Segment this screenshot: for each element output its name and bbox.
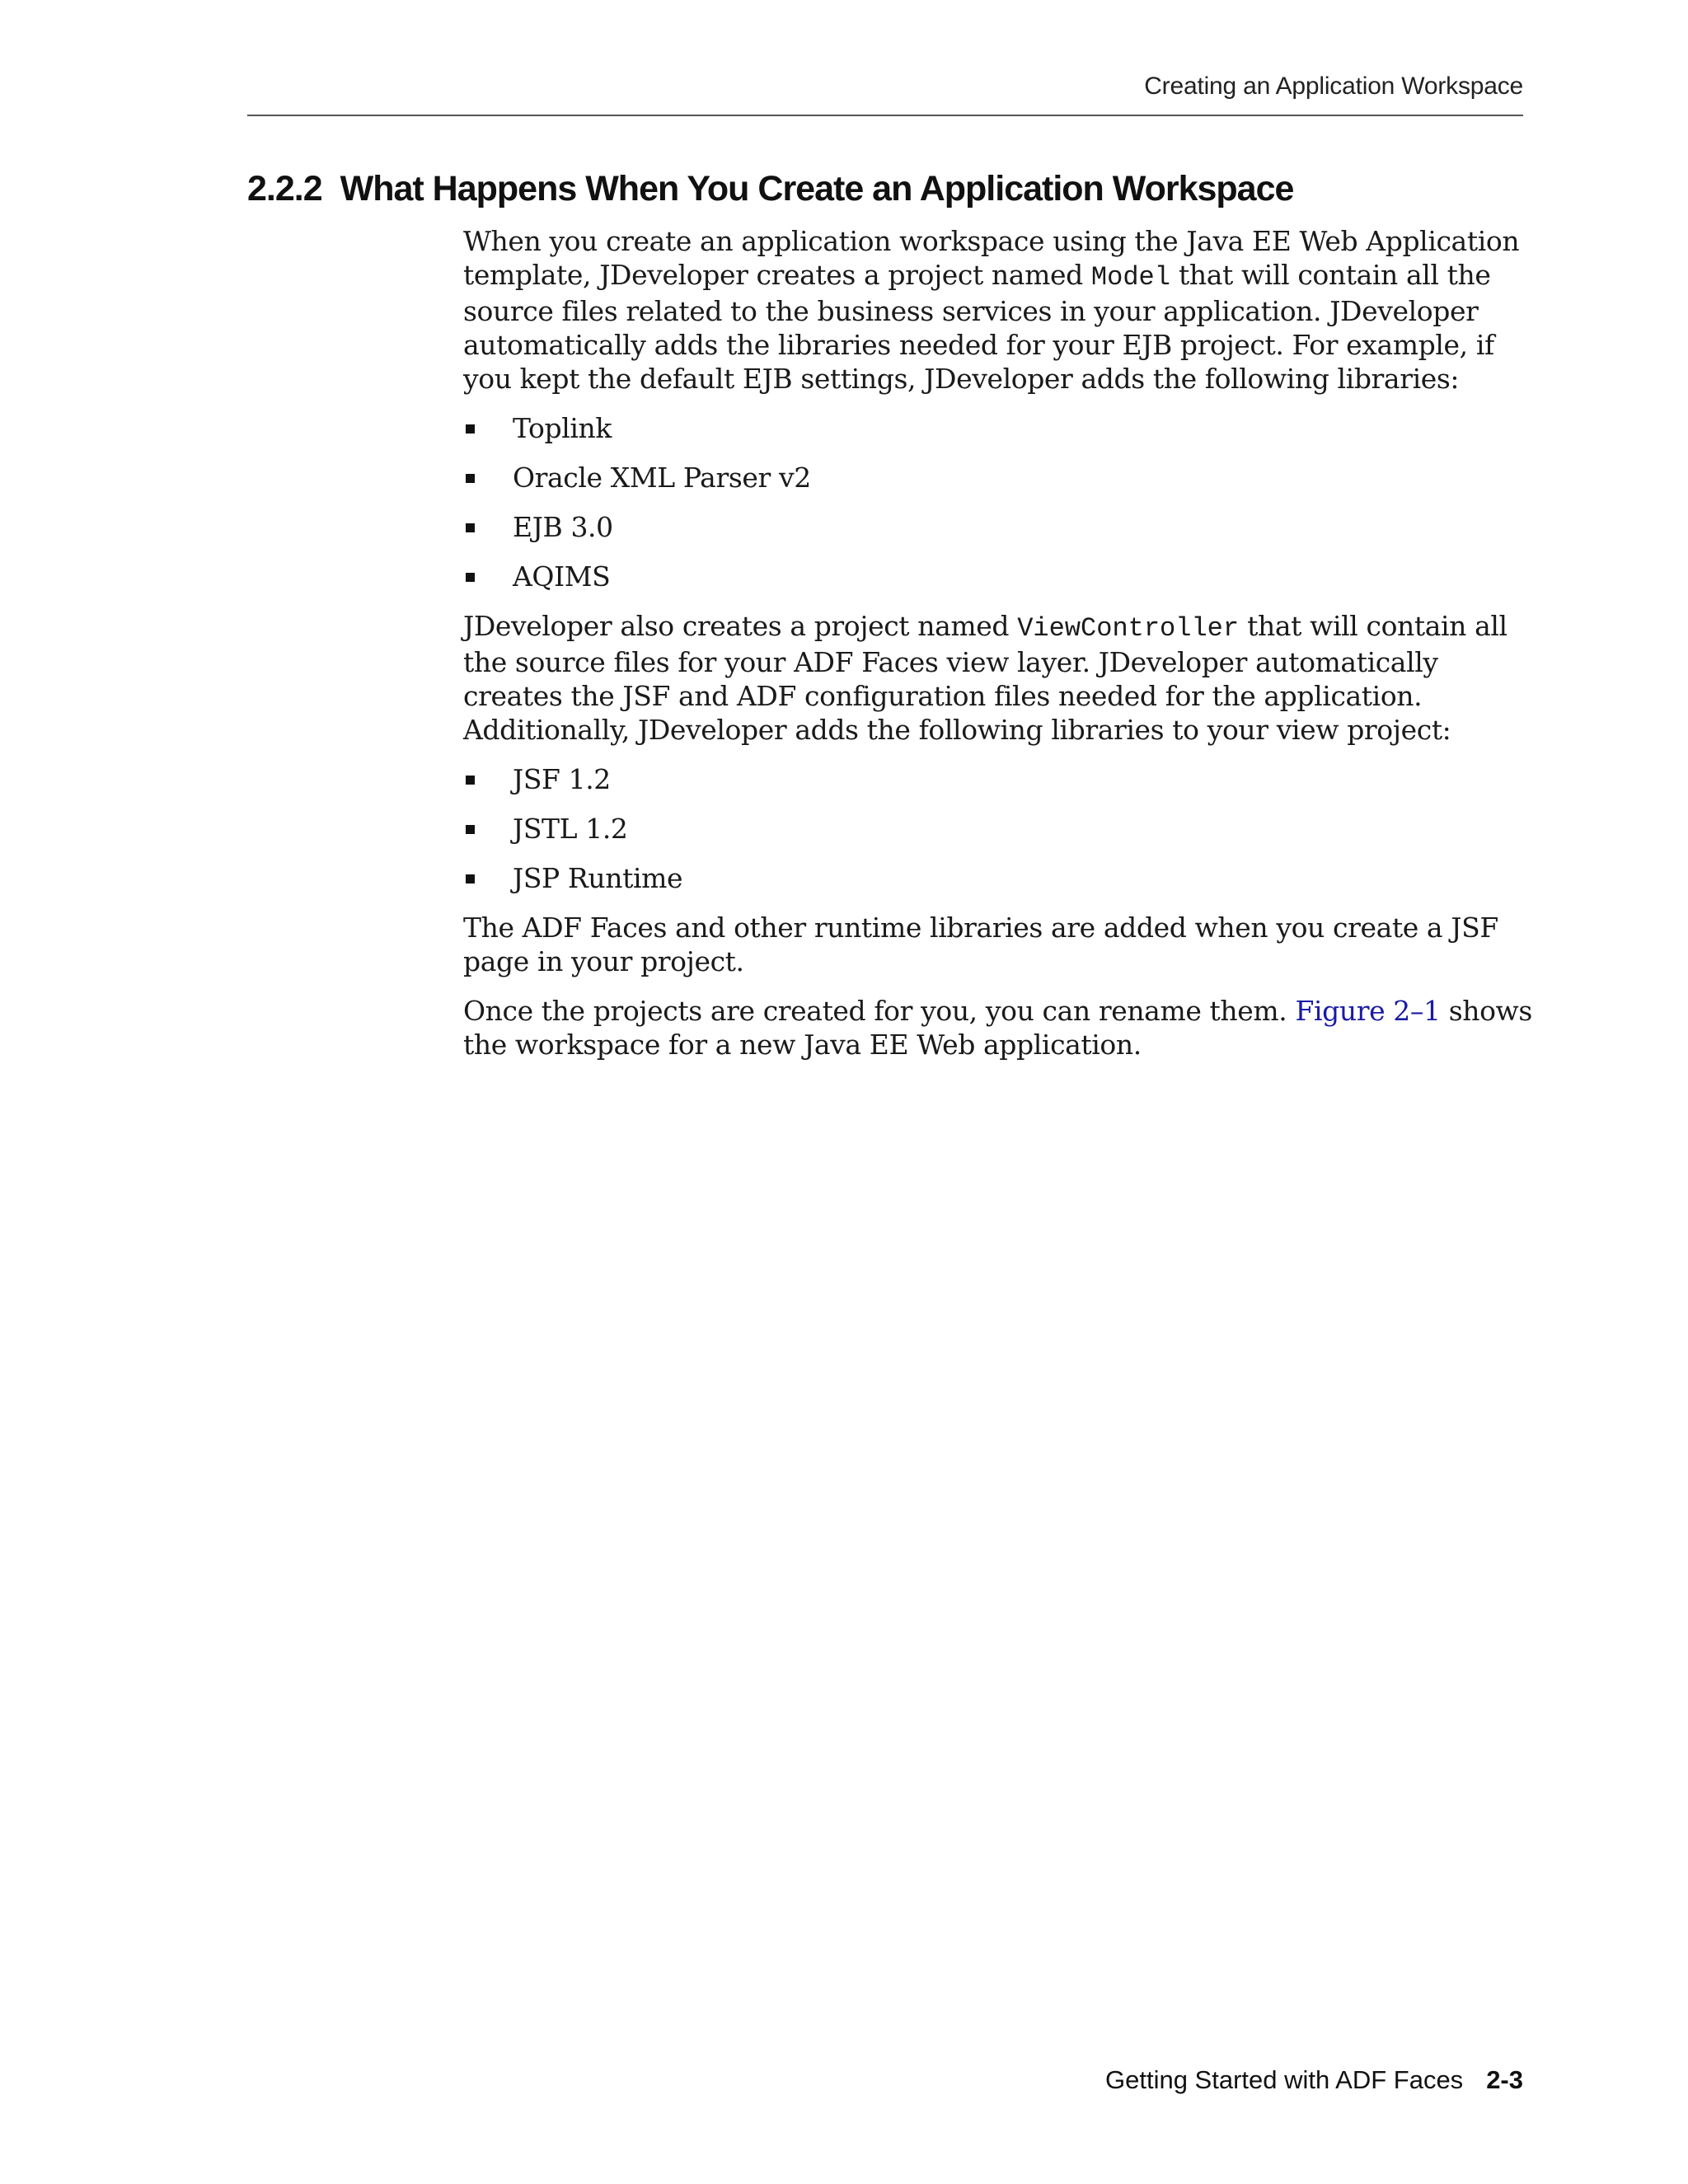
running-header: Creating an Application Workspace bbox=[1144, 73, 1523, 100]
section-number: 2.2.2 bbox=[247, 169, 322, 209]
paragraph-text: shows the workspace for a new Java EE Web application. bbox=[463, 995, 1532, 1061]
footer-book-title: Getting Started with ADF Faces bbox=[1105, 2065, 1464, 2094]
bullet-icon bbox=[466, 474, 475, 483]
section-heading bbox=[247, 169, 1293, 209]
header-rule bbox=[247, 115, 1523, 116]
paragraph-text: Once the projects are created for you, you can rename them. bbox=[463, 995, 1296, 1027]
list-item-label: Toplink bbox=[513, 412, 612, 444]
paragraph-viewcontroller-project bbox=[463, 609, 1535, 747]
list-item-label: JSTL 1.2 bbox=[513, 813, 628, 845]
paragraph-model-project bbox=[463, 224, 1535, 396]
bullet-icon bbox=[466, 424, 475, 434]
bullet-icon bbox=[466, 776, 475, 785]
list-item-label: AQIMS bbox=[513, 560, 611, 593]
model-library-list bbox=[463, 411, 1535, 593]
code-viewcontroller: ViewController bbox=[1017, 613, 1240, 644]
bullet-icon bbox=[466, 573, 475, 582]
list-item bbox=[463, 861, 1535, 895]
list-item bbox=[463, 812, 1535, 846]
list-item bbox=[463, 510, 1535, 544]
paragraph-runtime-libraries: The ADF Faces and other runtime libraries are added when you create a JSF page in your project. bbox=[463, 912, 1498, 977]
body-content bbox=[463, 224, 1535, 1077]
paragraph-text: that will contain all the source files for your ADF Faces view layer. JDeveloper automatically creates the JSF and ADF configuration files needed for the application. Additionally, JDeveloper adds the following libraries to your view project: bbox=[463, 610, 1507, 746]
footer-page-number: 2-3 bbox=[1486, 2065, 1523, 2094]
code-model: Model bbox=[1090, 262, 1170, 293]
section-title: What Happens When You Create an Application Workspace bbox=[340, 169, 1294, 209]
paragraph-rename-projects bbox=[463, 994, 1535, 1062]
bullet-icon bbox=[466, 523, 475, 532]
paragraph-text: that will contain all the source files related to the business services in your application. JDeveloper automatically adds the libraries needed for your EJB project. For example, if you kept the default EJB settings, JDeveloper adds the following libraries: bbox=[463, 259, 1494, 395]
paragraph-text: When you create an application workspace using the Java EE Web Application template, JDeveloper creates a project named bbox=[463, 225, 1520, 291]
list-item-label: JSF 1.2 bbox=[513, 763, 611, 795]
bullet-icon bbox=[466, 874, 475, 883]
page-footer bbox=[247, 2065, 1523, 2095]
figure-link[interactable]: Figure 2–1 bbox=[1295, 995, 1441, 1027]
list-item-label: Oracle XML Parser v2 bbox=[513, 462, 811, 494]
view-library-list bbox=[463, 762, 1535, 895]
list-item bbox=[463, 762, 1535, 796]
bullet-icon bbox=[466, 825, 475, 834]
list-item bbox=[463, 560, 1535, 593]
paragraph-text: JDeveloper also creates a project named bbox=[463, 610, 1018, 642]
list-item bbox=[463, 461, 1535, 494]
list-item-label: EJB 3.0 bbox=[513, 511, 613, 543]
list-item bbox=[463, 411, 1535, 445]
list-item-label: JSP Runtime bbox=[513, 862, 683, 894]
